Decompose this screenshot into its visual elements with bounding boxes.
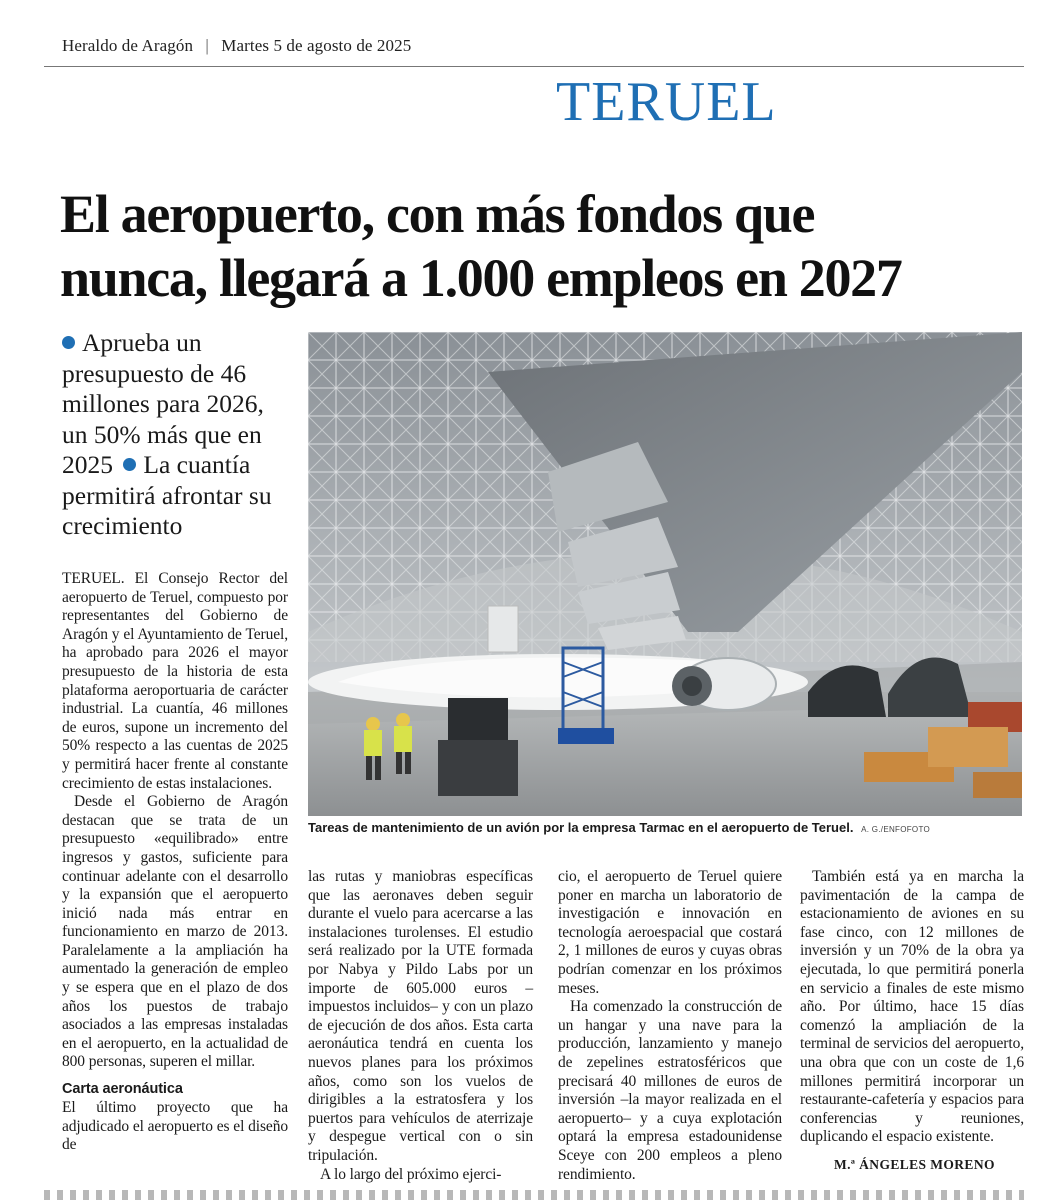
body-paragraph: las rutas y maniobras específicas que las aeronaves deben seguir durante el vuelo para acercarse a las instalaciones turolenses. El estudio será realizado por la UTE formada por Nabya y Pildo Labs por un importe de 605.000 euros –impuestos incluidos– y con un plazo de ejecución de dos años. Esta carta aeronáutica tendrá en cuenta los nuevos planes para los próximos años, como son los vuelos de dirigibles a la estratosfera y los puertos para vehículos de aterrizaje y despegue vertical con o sin tripulación. <box>308 868 533 1164</box>
headline-line-2: nunca, llegará a 1.000 empleos en 2027 <box>60 248 902 308</box>
article-column-1 <box>62 570 288 1155</box>
body-paragraph: También está ya en marcha la pavimentación de la campa de estacionamiento de aviones en su fase cinco, con 12 millones de inversión y un 70% de la obra ya ejecutada, lo que permitirá ponerla en servicio a finales de este mismo año. Por último, hace 15 días comenzó la ampliación de la terminal de servicios del aeropuerto, una obra que con un coste de 1,6 millones permitirá incorporar un restaurante-cafetería y espacios para conferencias y reuniones, duplicando el espacio existente. <box>800 868 1024 1146</box>
deck-item-2: La cuantía permitirá afrontar su crecimiento <box>62 450 272 540</box>
article-column-2 <box>308 868 533 1184</box>
caption-text: Tareas de mantenimiento de un avión por la empresa Tarmac en el aeropuerto de Teruel. <box>308 820 854 835</box>
newspaper-name: Heraldo de Aragón <box>62 36 194 55</box>
subheading: Carta aeronáutica <box>62 1081 183 1098</box>
body-paragraph: TERUEL. El Consejo Rector del aeropuerto de Teruel, compuesto por representantes del Gobierno de Aragón y el Ayuntamiento de Teruel, ha aprobado para 2026 el mayor presupuesto de la historia de esta plataforma aeroportuaria de carácter industrial. La cuantía, 46 millones de euros, supone un incremento del 50% respecto a las cuentas de 2025 y permitirá hacer frente al constante crecimiento de estas instalaciones. <box>62 570 288 792</box>
section-title: TERUEL <box>556 71 777 133</box>
issue-date: Martes 5 de agosto de 2025 <box>221 36 412 55</box>
byline: M.ª ÁNGELES MORENO <box>834 1157 995 1172</box>
masthead-line <box>62 36 411 56</box>
bullet-dot-icon <box>123 458 136 471</box>
body-paragraph: Ha comenzado la construcción de un hangar y una nave para la producción, lanzamiento y manejo de zepelines estratosféricos que precisará 40 millones de euros de inversión –la mayor realizada en el aeropuerto– y a cuya explotación optará la empresa estadounidense Sceye con 200 empleos a pleno rendimiento. <box>558 998 782 1183</box>
bullet-dot-icon <box>62 336 75 349</box>
aircraft-maintenance-illustration <box>308 332 1022 816</box>
deck-item-1: Aprueba un presupuesto de 46 millones para 2026, un 50% más que en 2025 <box>62 328 264 479</box>
headline <box>60 182 1030 310</box>
article-column-3 <box>558 868 782 1184</box>
deck-summary <box>62 328 294 542</box>
body-paragraph: El último proyecto que ha adjudicado el aeropuerto es el diseño de <box>62 1099 288 1154</box>
article-column-4 <box>800 868 1024 1147</box>
masthead-separator: | <box>205 36 209 55</box>
section-rule <box>44 66 1024 67</box>
photo-credit: A. G./ENFOFOTO <box>861 825 931 834</box>
body-paragraph: Desde el Gobierno de Aragón destacan que se trata de un presupuesto «equilibrado» entre ingresos y gastos, suficiente para continuar adelante con el desarrollo y la expansión que el aeropuerto inició nada más entrar en funcionamiento en marzo de 2013. Paralelamente a la ampliación ha aumentado la generación de empleo y se espera que en el plazo de dos años los puestos de trabajo asociados a las empresas instaladas en el aeropuerto, en la actualidad de 800 personas, superen el millar. <box>62 793 288 1071</box>
body-paragraph: A lo largo del próximo ejerci- <box>320 1165 502 1183</box>
next-story-cut-edge <box>44 1190 1024 1200</box>
hangar-aircraft-photo <box>308 332 1022 816</box>
headline-line-1: El aeropuerto, con más fondos que <box>60 184 815 244</box>
photo-caption <box>308 820 1022 835</box>
body-paragraph: cio, el aeropuerto de Teruel quiere poner en marcha un laboratorio de investigación e innovación en tecnología aeroespacial que costará 2, 1 millones de euros y cuyas obras podrían comenzar en los próximos meses. <box>558 868 782 997</box>
